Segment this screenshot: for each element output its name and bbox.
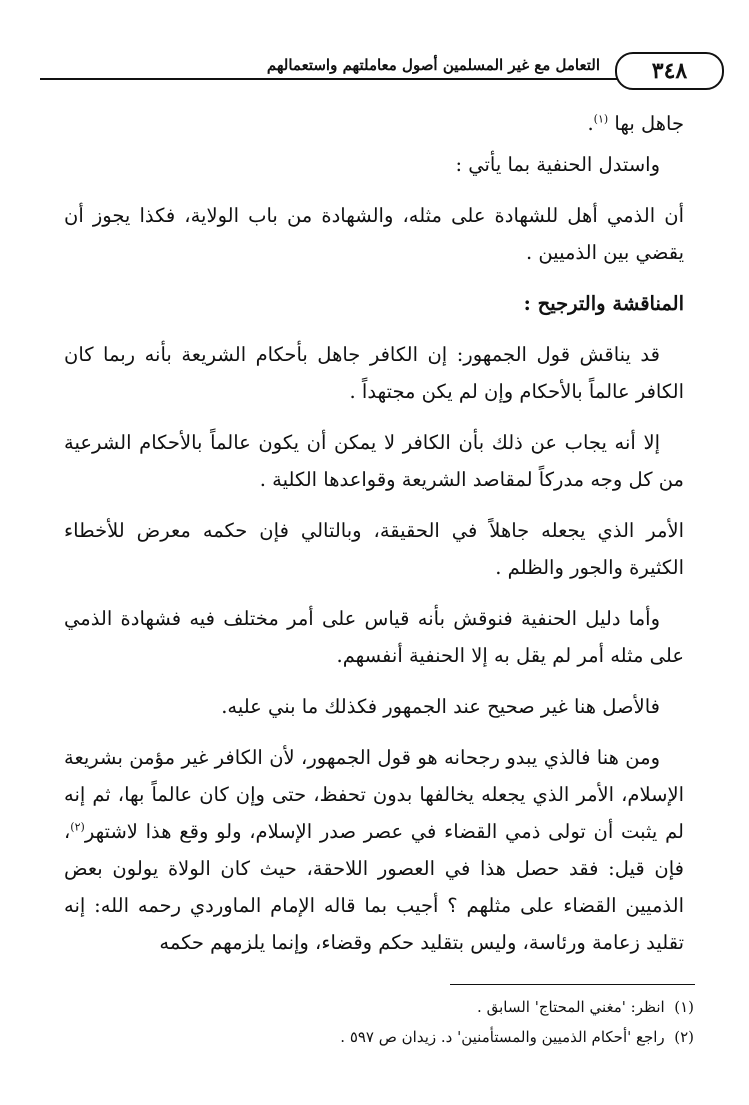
paragraph-2: واستدل الحنفية بما يأتي : xyxy=(455,153,660,176)
paragraph-3: أن الذمي أهل للشهادة على مثله، والشهادة من باب الولاية، فكذا يجوز أن يقضي بين الذميين . xyxy=(64,204,684,264)
page-number: ٣٤٨ xyxy=(615,52,724,90)
paragraph-8: فالأصل هنا غير صحيح عند الجمهور فكذلك ما بني عليه. xyxy=(221,695,660,718)
section-heading: المناقشة والترجيح : xyxy=(523,292,684,315)
paragraph-1: جاهل بها $^{(١)}$. xyxy=(587,112,684,135)
page-header xyxy=(40,50,695,90)
paragraph-6: الأمر الذي يجعله جاهلاً في الحقيقة، وبالتالي فإن حكمه معرض للأخطاء الكثيرة والجور والظلم . xyxy=(64,519,684,579)
footnote-2: (٢) راجع 'أحكام الذميين والمستأمنين' د. زيدان ص ٥٩٧ . xyxy=(340,1028,694,1046)
paragraph-7: وأما دليل الحنفية فنوقش بأنه قياس على أمر مختلف فيه فشهادة الذمي على مثله أمر لم يقل به إلا الحنفية أنفسهم. xyxy=(64,607,684,667)
running-title: التعامل مع غير المسلمين أصول معاملتهم واستعمالهم xyxy=(266,56,600,74)
header-rule xyxy=(40,78,630,80)
footnote-ref-2: (٢) xyxy=(70,820,85,834)
footnote-1: (١) انظر: 'مغني المحتاج' السابق . xyxy=(477,998,694,1016)
footnotes xyxy=(64,992,694,1052)
footnote-ref-1: (١) xyxy=(593,112,609,126)
paragraph-4: قد يناقش قول الجمهور: إن الكافر جاهل بأحكام الشريعة بأنه ربما كان الكافر عالماً بالأحكام وإن لم يكن مجتهداً . xyxy=(64,343,684,403)
paragraph-5: إلا أنه يجاب عن ذلك بأن الكافر لا يمكن أن يكون عالماً بالأحكام الشرعية من كل وجه مدركاً لمقاصد الشريعة وقواعدها الكلية . xyxy=(64,431,684,491)
footnote-rule xyxy=(450,984,695,985)
paragraph-9: ومن هنا فالذي يبدو رجحانه هو قول الجمهور، لأن الكافر غير مؤمن بشريعة الإسلام، الأمر الذي يجعله يخالفها بدون تحفظ، حتى وإن كان عالماً بها، ثم إنه لم يثبت أن تولى ذمي القضاء في عصر صدر الإسلام، ولو وقع هذا لاشتهر$^{(٢)}$، فإن قيل: فقد حصل هذا في العصور اللاحقة، حيث كان الولاة يولون بعض الذميين القضاء على مثلهم ؟ أجيب بما قاله الإمام الماوردي رحمه الله: إنه تقليد زعامة ورئاسة، وليس بتقليد حكم وقضاء، وإنما يلزمهم حكمه xyxy=(64,746,684,954)
main-text xyxy=(64,105,684,975)
